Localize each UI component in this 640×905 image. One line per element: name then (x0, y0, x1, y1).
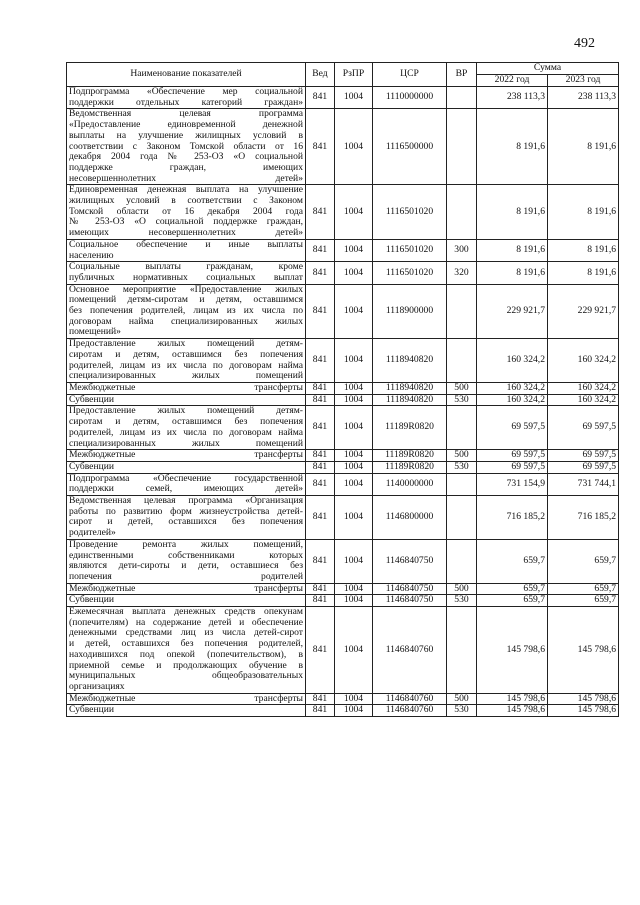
row-ved: 841 (306, 339, 335, 383)
row-vr (447, 496, 477, 540)
row-value-2022: 8 191,6 (477, 109, 548, 185)
table-row (67, 607, 619, 694)
header-rzpr: РзПР (335, 63, 373, 87)
table-row (67, 450, 619, 462)
row-csr: 1146840750 (373, 539, 447, 583)
row-ved: 841 (306, 109, 335, 185)
row-value-2023: 731 744,1 (548, 473, 619, 495)
row-csr: 1118900000 (373, 284, 447, 339)
row-csr: 1146800000 (373, 496, 447, 540)
table-row (67, 595, 619, 607)
row-rzpr: 1004 (335, 595, 373, 607)
row-rzpr: 1004 (335, 539, 373, 583)
row-value-2023: 69 597,5 (548, 450, 619, 462)
row-vr (447, 87, 477, 109)
row-name: Межбюджетные трансферты (67, 382, 306, 394)
row-csr: 11189R0820 (373, 461, 447, 473)
row-value-2023: 8 191,6 (548, 109, 619, 185)
row-ved: 841 (306, 185, 335, 240)
row-value-2022: 238 113,3 (477, 87, 548, 109)
header-ved: Вед (306, 63, 335, 87)
row-value-2022: 69 597,5 (477, 461, 548, 473)
row-ved: 841 (306, 496, 335, 540)
row-vr: 530 (447, 394, 477, 406)
row-value-2023: 160 324,2 (548, 339, 619, 383)
table-row (67, 284, 619, 339)
row-csr: 1146840760 (373, 705, 447, 717)
table-row (67, 473, 619, 495)
row-rzpr: 1004 (335, 87, 373, 109)
table-row (67, 382, 619, 394)
row-name: Проведение ремонта жилых помещений, единственными собственниками которых являются дети-сироты и дети, оставшиеся без попечения родителей (67, 539, 306, 583)
row-value-2023: 659,7 (548, 539, 619, 583)
row-value-2022: 145 798,6 (477, 607, 548, 694)
header-2023: 2023 год (548, 75, 619, 87)
row-value-2023: 659,7 (548, 583, 619, 595)
row-csr: 1110000000 (373, 87, 447, 109)
row-value-2023: 8 191,6 (548, 185, 619, 240)
row-value-2022: 160 324,2 (477, 382, 548, 394)
row-name: Подпрограмма «Обеспечение государственной поддержки семей, имеющих детей» (67, 473, 306, 495)
row-ved: 841 (306, 87, 335, 109)
row-name: Подпрограмма «Обеспечение мер социальной поддержки отдельных категорий граждан» (67, 87, 306, 109)
row-value-2023: 160 324,2 (548, 394, 619, 406)
row-ved: 841 (306, 406, 335, 450)
row-rzpr: 1004 (335, 496, 373, 540)
table-row (67, 539, 619, 583)
table-row (67, 262, 619, 284)
row-rzpr: 1004 (335, 239, 373, 261)
row-value-2022: 69 597,5 (477, 450, 548, 462)
table-body (67, 87, 619, 717)
row-ved: 841 (306, 284, 335, 339)
table-row (67, 693, 619, 705)
row-name: Ведомственная целевая программа «Предоставление единовременной денежной выплаты на улучшение жилищных условий в соответствии с Законом Томской области от 16 декабря 2004 года № 253-ОЗ «О социальной поддержке граждан, имеющих несовершеннолетних детей» (67, 109, 306, 185)
row-vr (447, 607, 477, 694)
row-csr: 1116501020 (373, 239, 447, 261)
row-vr: 530 (447, 705, 477, 717)
table-row (67, 87, 619, 109)
row-value-2022: 731 154,9 (477, 473, 548, 495)
row-ved: 841 (306, 607, 335, 694)
row-value-2023: 8 191,6 (548, 262, 619, 284)
row-csr: 1118940820 (373, 339, 447, 383)
row-rzpr: 1004 (335, 693, 373, 705)
row-value-2022: 716 185,2 (477, 496, 548, 540)
row-vr (447, 109, 477, 185)
row-name: Ведомственная целевая программа «Организация работы по развитию форм жизнеустройства детей- сирот и детей, оставшихся без попечения родителей» (67, 496, 306, 540)
row-value-2022: 145 798,6 (477, 693, 548, 705)
row-ved: 841 (306, 705, 335, 717)
row-csr: 1146840760 (373, 693, 447, 705)
row-rzpr: 1004 (335, 450, 373, 462)
row-rzpr: 1004 (335, 473, 373, 495)
row-name: Межбюджетные трансферты (67, 693, 306, 705)
row-csr: 11189R0820 (373, 450, 447, 462)
row-vr: 300 (447, 239, 477, 261)
header-name: Наименование показателей (67, 63, 306, 87)
row-vr (447, 539, 477, 583)
row-name: Предоставление жилых помещений детям- сиротам и детям, оставшимся без попечения родителей, лицам из их числа по договорам найма специализированных жилых помещений (67, 339, 306, 383)
row-name: Субвенции (67, 394, 306, 406)
row-csr: 11189R0820 (373, 406, 447, 450)
table-row (67, 461, 619, 473)
row-rzpr: 1004 (335, 185, 373, 240)
row-vr: 320 (447, 262, 477, 284)
row-csr: 1118940820 (373, 382, 447, 394)
row-vr (447, 473, 477, 495)
row-value-2022: 8 191,6 (477, 239, 548, 261)
row-value-2022: 69 597,5 (477, 406, 548, 450)
row-name: Основное мероприятие «Предоставление жилых помещений детям-сиротам и детям, оставшимся без попечения родителей, лицам из их числа по договорам найма специализированных жилых помещений» (67, 284, 306, 339)
row-rzpr: 1004 (335, 262, 373, 284)
row-vr (447, 284, 477, 339)
row-csr: 1140000000 (373, 473, 447, 495)
row-value-2022: 160 324,2 (477, 394, 548, 406)
row-value-2022: 659,7 (477, 595, 548, 607)
row-name: Межбюджетные трансферты (67, 583, 306, 595)
row-csr: 1146840750 (373, 583, 447, 595)
row-value-2023: 659,7 (548, 595, 619, 607)
row-ved: 841 (306, 262, 335, 284)
row-name: Межбюджетные трансферты (67, 450, 306, 462)
row-value-2023: 145 798,6 (548, 607, 619, 694)
row-name: Предоставление жилых помещений детям- сиротам и детям, оставшимся без попечения родителей, лицам из их числа по договорам найма специализированных жилых помещений (67, 406, 306, 450)
row-ved: 841 (306, 539, 335, 583)
row-value-2022: 659,7 (477, 583, 548, 595)
row-name: Субвенции (67, 461, 306, 473)
row-rzpr: 1004 (335, 583, 373, 595)
row-vr: 500 (447, 382, 477, 394)
table-row (67, 109, 619, 185)
header-csr: ЦСР (373, 63, 447, 87)
row-csr: 1116500000 (373, 109, 447, 185)
row-vr: 500 (447, 450, 477, 462)
row-rzpr: 1004 (335, 339, 373, 383)
budget-table (66, 62, 619, 717)
row-ved: 841 (306, 693, 335, 705)
row-name: Ежемесячная выплата денежных средств опекунам (попечителям) на содержание детей и обеспечение денежными средствами лиц из числа детей-сирот и детей, оставшихся без попечения родителей, находившихся под опекой (попечительством), в приемной семье и продолжающих обучение в муниципальных общеобразовательных организациях (67, 607, 306, 694)
row-csr: 1116501020 (373, 185, 447, 240)
row-name: Социальное обеспечение и иные выплаты населению (67, 239, 306, 261)
row-value-2023: 145 798,6 (548, 705, 619, 717)
header-sum: Сумма (477, 63, 619, 75)
row-csr: 1146840760 (373, 607, 447, 694)
row-ved: 841 (306, 583, 335, 595)
row-rzpr: 1004 (335, 461, 373, 473)
row-ved: 841 (306, 239, 335, 261)
row-vr (447, 339, 477, 383)
row-value-2023: 145 798,6 (548, 693, 619, 705)
row-vr: 500 (447, 583, 477, 595)
table-row (67, 406, 619, 450)
row-csr: 1118940820 (373, 394, 447, 406)
table-row (67, 239, 619, 261)
row-name: Единовременная денежная выплата на улучшение жилищных условий в соответствии с Законом Томской области от 16 декабря 2004 года № 253-ОЗ «О социальной поддержке граждан, имеющих несовершеннолетних детей» (67, 185, 306, 240)
row-value-2022: 8 191,6 (477, 262, 548, 284)
table-row (67, 496, 619, 540)
row-vr (447, 185, 477, 240)
row-rzpr: 1004 (335, 406, 373, 450)
row-csr: 1116501020 (373, 262, 447, 284)
row-value-2023: 238 113,3 (548, 87, 619, 109)
row-value-2022: 160 324,2 (477, 339, 548, 383)
row-value-2023: 716 185,2 (548, 496, 619, 540)
row-value-2023: 69 597,5 (548, 461, 619, 473)
row-csr: 1146840750 (373, 595, 447, 607)
header-2022: 2022 год (477, 75, 548, 87)
row-vr (447, 406, 477, 450)
table-header (67, 63, 619, 87)
row-vr: 530 (447, 595, 477, 607)
header-vr: ВР (447, 63, 477, 87)
row-ved: 841 (306, 394, 335, 406)
row-value-2023: 229 921,7 (548, 284, 619, 339)
row-value-2023: 8 191,6 (548, 239, 619, 261)
table-row (67, 339, 619, 383)
row-vr: 530 (447, 461, 477, 473)
row-ved: 841 (306, 595, 335, 607)
row-value-2022: 8 191,6 (477, 185, 548, 240)
row-ved: 841 (306, 450, 335, 462)
row-name: Субвенции (67, 595, 306, 607)
table-row (67, 394, 619, 406)
row-vr: 500 (447, 693, 477, 705)
row-rzpr: 1004 (335, 382, 373, 394)
row-value-2023: 160 324,2 (548, 382, 619, 394)
row-value-2023: 69 597,5 (548, 406, 619, 450)
row-name: Субвенции (67, 705, 306, 717)
table-row (67, 705, 619, 717)
row-rzpr: 1004 (335, 705, 373, 717)
table-row (67, 583, 619, 595)
row-rzpr: 1004 (335, 394, 373, 406)
row-ved: 841 (306, 473, 335, 495)
row-rzpr: 1004 (335, 284, 373, 339)
row-rzpr: 1004 (335, 109, 373, 185)
table-row (67, 185, 619, 240)
row-ved: 841 (306, 382, 335, 394)
row-value-2022: 659,7 (477, 539, 548, 583)
row-rzpr: 1004 (335, 607, 373, 694)
row-name: Социальные выплаты гражданам, кроме публичных нормативных социальных выплат (67, 262, 306, 284)
row-ved: 841 (306, 461, 335, 473)
page-number: 492 (574, 36, 595, 51)
row-value-2022: 145 798,6 (477, 705, 548, 717)
row-value-2022: 229 921,7 (477, 284, 548, 339)
